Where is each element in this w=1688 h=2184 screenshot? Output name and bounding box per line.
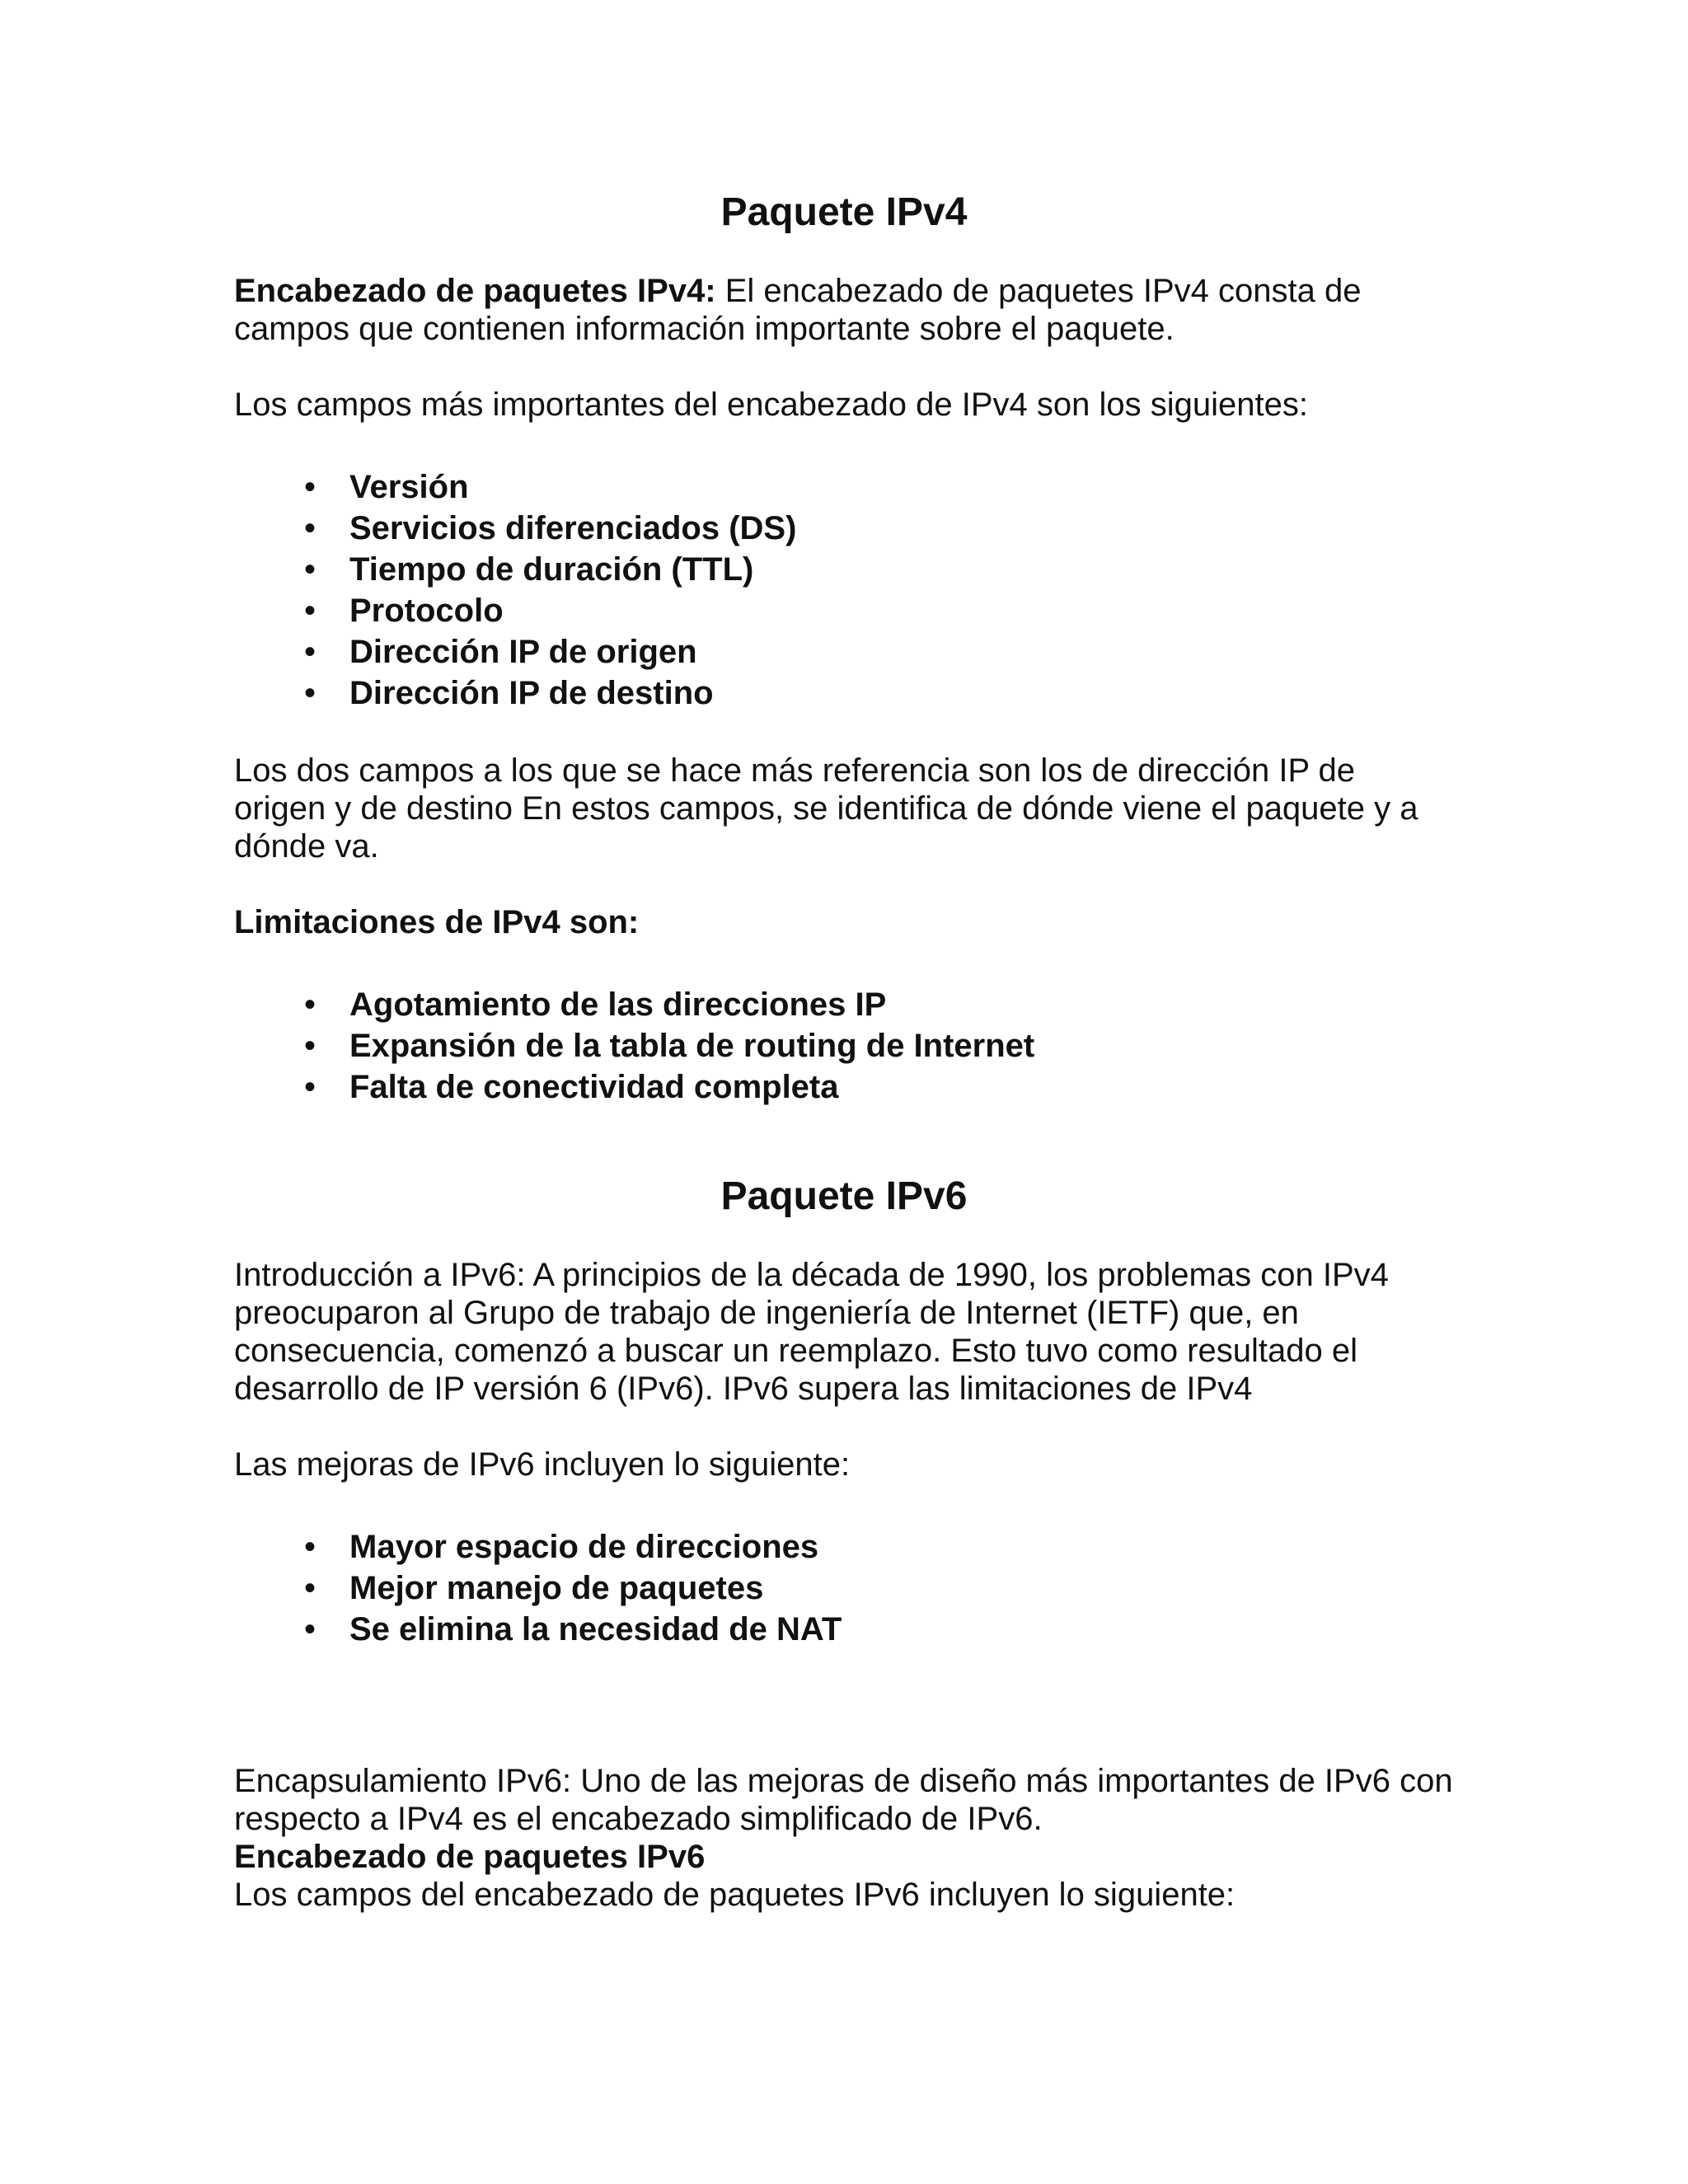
list-item	[234, 1526, 1454, 1568]
bullet-icon: •	[303, 1611, 316, 1647]
ipv4-header-intro-label: Encabezado de paquetes IPv4:	[234, 273, 716, 309]
list-item	[234, 549, 1454, 590]
spacer	[234, 424, 1454, 466]
ipv4-header-intro	[234, 272, 1454, 348]
ipv4-limitations-title: Limitaciones de IPv4 son:	[234, 904, 640, 940]
ipv6-header-fields-intro: Los campos del encabezado de paquetes IPv6 incluyen lo siguiente:	[234, 1877, 1236, 1913]
bullet-icon: •	[303, 634, 316, 670]
bullet-icon: •	[303, 675, 316, 711]
ipv6-intro-text: Introducción a IPv6: A principios de la década de 1990, los problemas con IPv4 preocuparon al Grupo de trabajo de ingeniería de Internet (IETF) que, en consecuencia, comenzó a buscar un reemplazo. Esto tuvo como resultado el desarrollo de IP versión 6 (IPv6). IPv6 supera las limitaciones de IPv4	[234, 1257, 1389, 1407]
list-item	[234, 590, 1454, 631]
list-item	[234, 631, 1454, 673]
spacer	[234, 348, 1454, 386]
ipv4-limitations-list	[234, 984, 1454, 1108]
bullet-icon: •	[303, 510, 316, 546]
list-item	[234, 984, 1454, 1025]
list-item	[234, 1609, 1454, 1650]
ipv6-header-title: Encabezado de paquetes IPv6	[234, 1839, 706, 1875]
ipv4-title: Paquete IPv4	[720, 190, 968, 234]
list-item-label: Versión	[349, 469, 469, 505]
list-item-label: Se elimina la necesidad de NAT	[349, 1611, 842, 1647]
list-item	[234, 508, 1454, 549]
spacer	[234, 865, 1454, 903]
spacer	[234, 1108, 1454, 1174]
bullet-icon: •	[303, 1069, 316, 1105]
list-item	[234, 673, 1454, 714]
list-item-label: Dirección IP de destino	[349, 675, 714, 711]
spacer	[234, 236, 1454, 272]
bullet-icon: •	[303, 1570, 316, 1606]
spacer	[234, 941, 1454, 984]
list-item	[234, 1025, 1454, 1066]
spacer	[234, 1650, 1454, 1762]
ipv6-improvements-list	[234, 1526, 1454, 1650]
list-item-label: Mejor manejo de paquetes	[349, 1570, 764, 1606]
list-item-label: Dirección IP de origen	[349, 634, 697, 670]
list-item-label: Agotamiento de las direcciones IP	[349, 987, 887, 1023]
list-item	[234, 1568, 1454, 1609]
ipv6-improvements-intro: Las mejoras de IPv6 incluyen lo siguiente:	[234, 1446, 851, 1483]
list-item-label: Falta de conectividad completa	[349, 1069, 839, 1105]
ipv6-title: Paquete IPv6	[720, 1174, 968, 1218]
spacer	[234, 1220, 1454, 1256]
spacer	[234, 1408, 1454, 1446]
bullet-icon: •	[303, 987, 316, 1023]
ipv4-fields-intro: Los campos más importantes del encabezado de IPv4 son los siguientes:	[234, 387, 1308, 423]
bullet-icon: •	[303, 1529, 316, 1565]
ipv4-reference-text: Los dos campos a los que se hace más referencia son los de dirección IP de origen y de destino En estos campos, se identifica de dónde viene el paquete y a dónde va.	[234, 752, 1418, 865]
ipv4-fields-list	[234, 466, 1454, 714]
list-item-label: Mayor espacio de direcciones	[349, 1529, 819, 1565]
list-item-label: Protocolo	[349, 593, 504, 629]
spacer	[234, 1483, 1454, 1526]
bullet-icon: •	[303, 551, 316, 588]
list-item-label: Expansión de la tabla de routing de Internet	[349, 1028, 1035, 1064]
bullet-icon: •	[303, 469, 316, 505]
bullet-icon: •	[303, 1028, 316, 1064]
bullet-icon: •	[303, 593, 316, 629]
list-item-label: Servicios diferenciados (DS)	[349, 510, 797, 546]
list-item	[234, 466, 1454, 508]
list-item	[234, 1066, 1454, 1108]
ipv4-header-intro-text: El encabezado de paquetes IPv4 consta de campos que contienen información importante sobre el paquete.	[234, 273, 1362, 347]
ipv6-encapsulation-text: Encapsulamiento IPv6: Uno de las mejoras de diseño más importantes de IPv6 con respecto a IPv4 es el encabezado simplificado de IPv6.	[234, 1763, 1453, 1837]
list-item-label: Tiempo de duración (TTL)	[349, 551, 754, 588]
document-body	[234, 190, 1454, 1914]
spacer	[234, 714, 1454, 752]
